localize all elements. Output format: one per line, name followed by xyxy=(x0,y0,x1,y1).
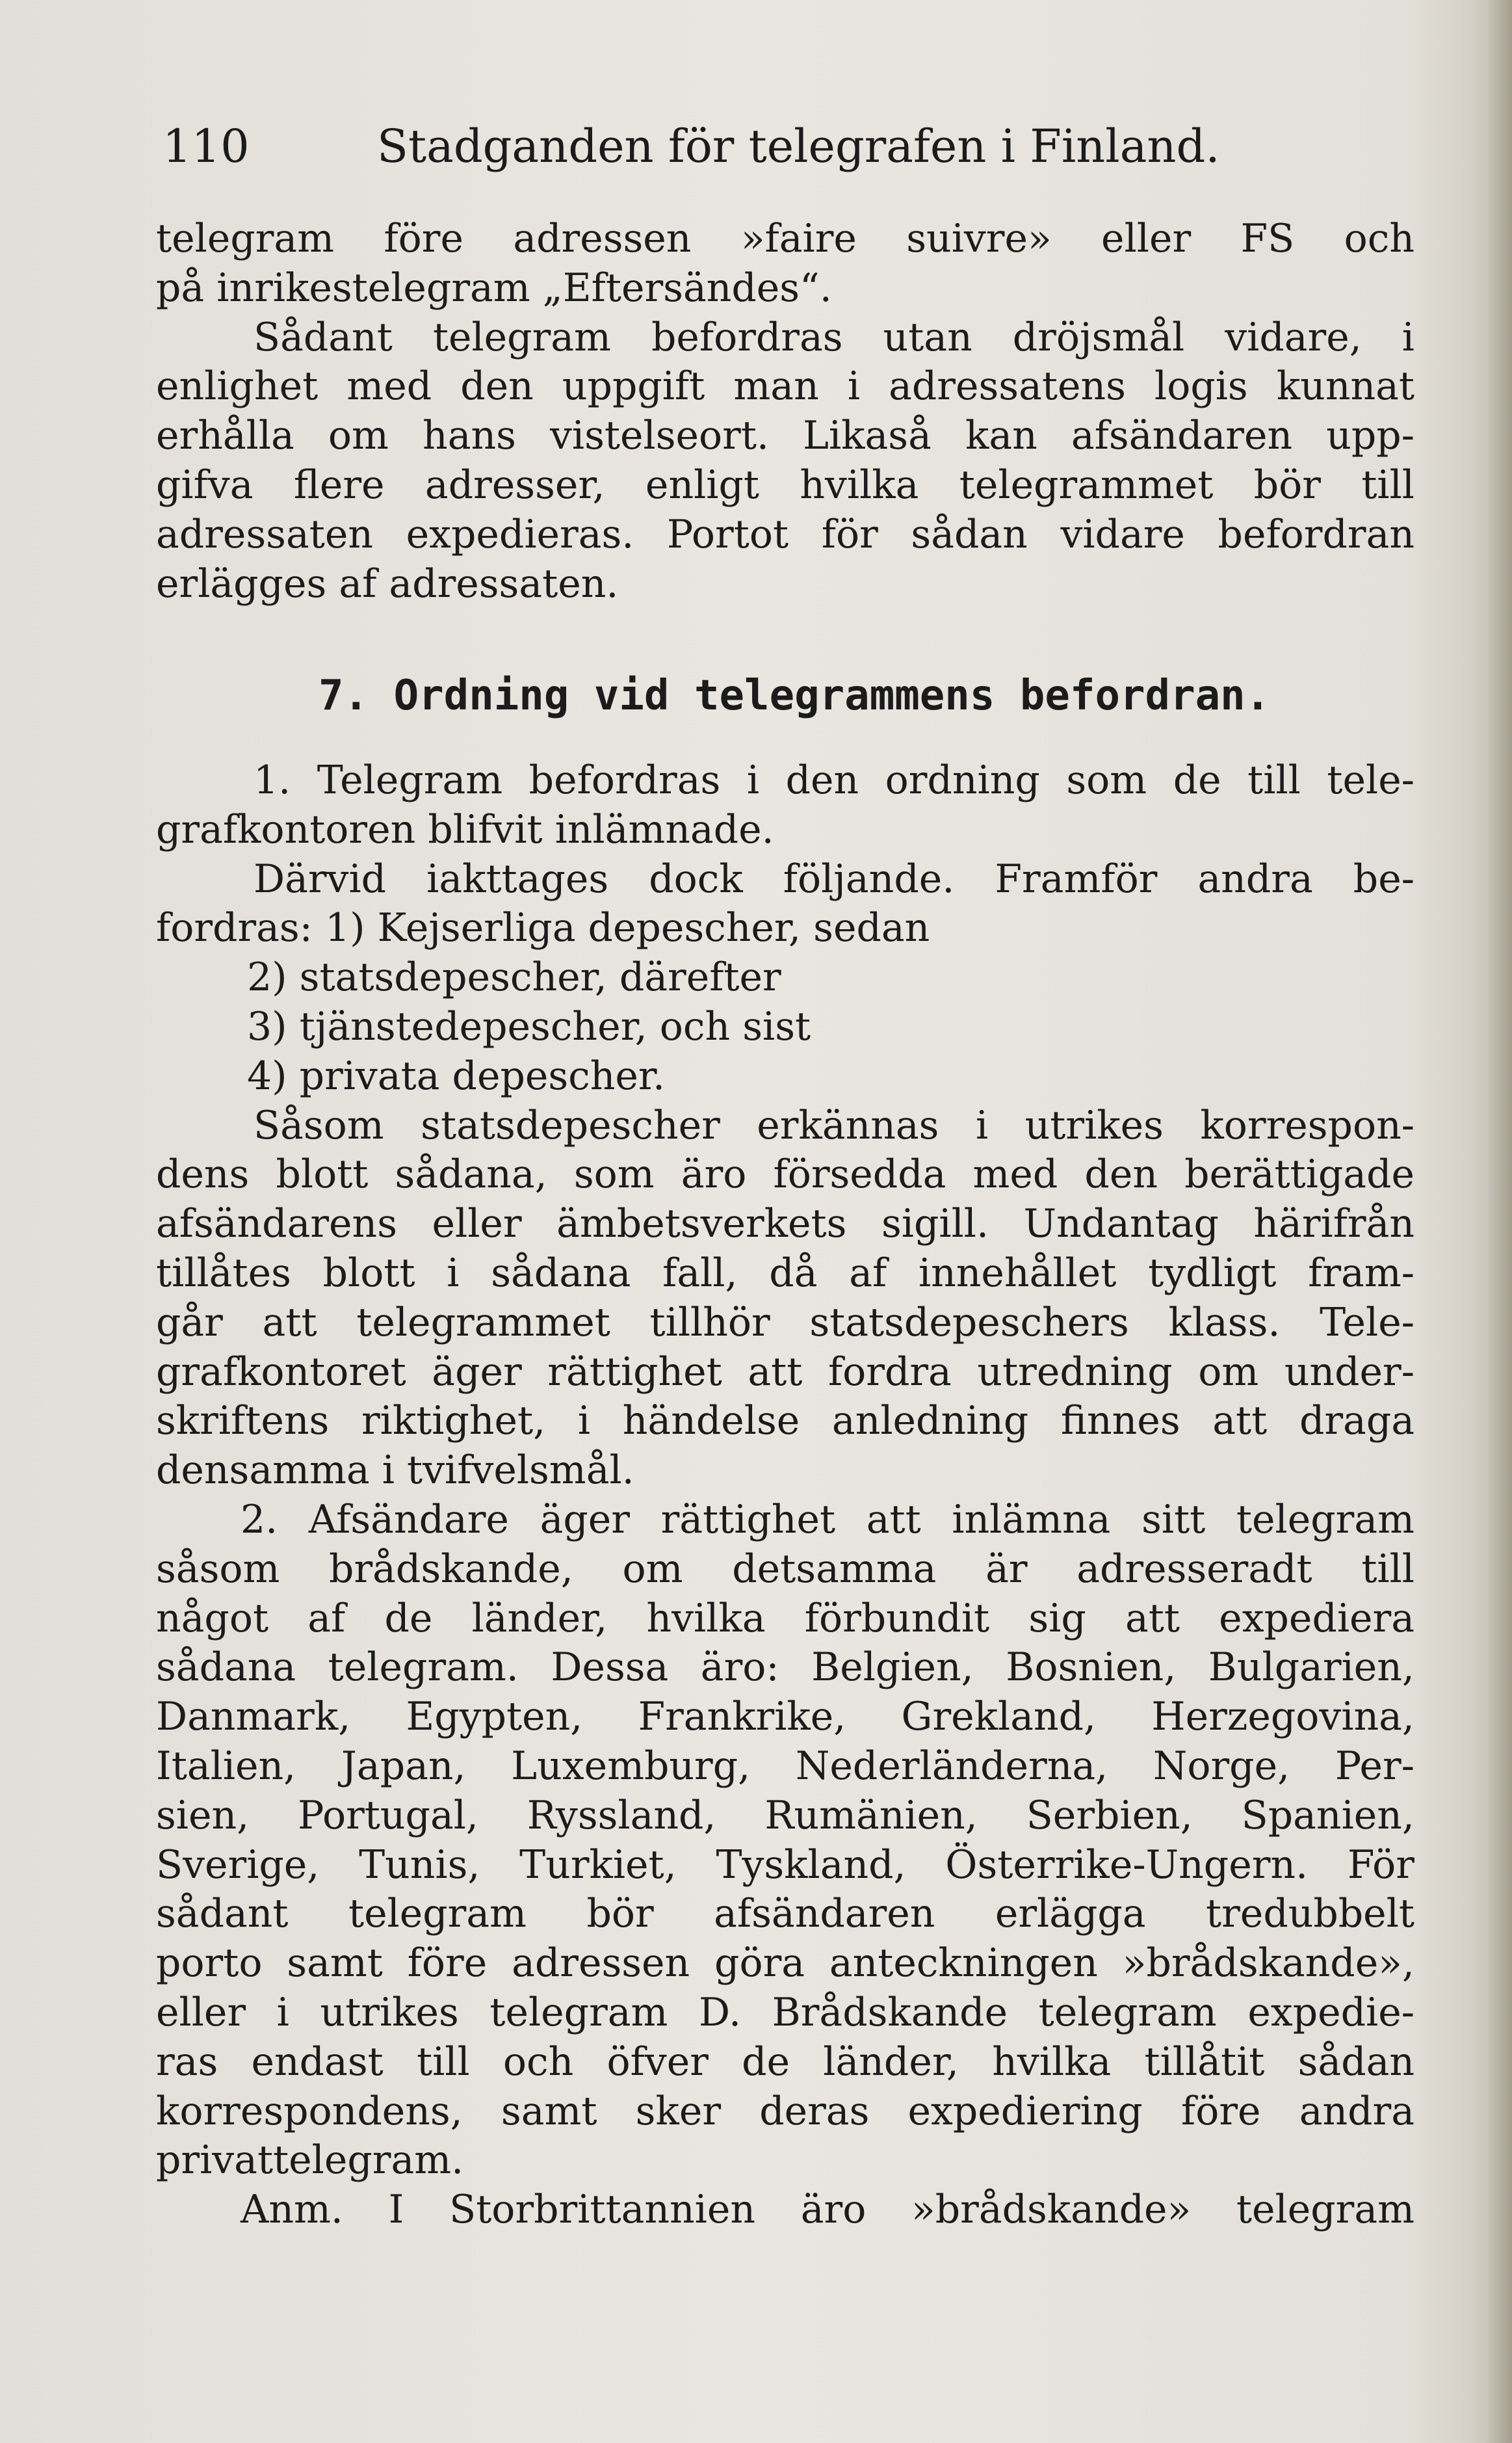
text-line: ras endast till och öfver de länder, hvilka tillåtit sådan xyxy=(156,2039,1414,2085)
text-line: korrespondens, samt sker deras expediering före andra xyxy=(156,2088,1414,2134)
text-line: densamma i tvifvelsmål. xyxy=(156,1447,634,1494)
text-line: grafkontoren blifvit inlämnade. xyxy=(156,806,774,852)
text-line: Såsom statsdepescher erkännas i utrikes korrespon- xyxy=(254,1102,1414,1148)
text-line: något af de länder, hvilka förbundit sig att expediera xyxy=(156,1595,1414,1641)
text-line: sien, Portugal, Ryssland, Rumänien, Serbien, Spanien, xyxy=(156,1792,1414,1838)
text-line: fordras: 1) Kejserliga depescher, sedan xyxy=(156,905,930,951)
text-line: adressaten expedieras. Portot för sådan vidare befordran xyxy=(156,511,1414,557)
text-line: Sådant telegram befordras utan dröjsmål vidare, i xyxy=(254,314,1414,360)
text-line: porto samt före adressen göra anteckningen »brådskande», xyxy=(156,1940,1414,1987)
text-line: sådana telegram. Dessa äro: Belgien, Bosnien, Bulgarien, xyxy=(156,1644,1414,1691)
text-line: såsom brådskande, om detsamma är adresseradt till xyxy=(156,1546,1414,1592)
text-line: Anm. I Storbrittannien äro »brådskande» telegram xyxy=(241,2187,1414,2233)
text-line: telegram före adressen »faire suivre» eller FS och xyxy=(156,216,1414,261)
text-line: sådant telegram bör afsändaren erlägga tredubbelt xyxy=(156,1891,1414,1937)
page-number: 110 xyxy=(163,120,250,173)
paragraph-block-continuation xyxy=(156,215,1414,609)
text-line: enlighet med den uppgift man i adressatens logis kunnat xyxy=(156,363,1414,410)
text-line: 2) statsdepescher, därefter xyxy=(247,955,781,1001)
paragraph-block-section-7 xyxy=(156,756,1414,2235)
text-line: 2. Afsändare äger rättighet att inlämna sitt telegram xyxy=(241,1496,1414,1542)
text-line: tillåtes blott i sådana fall, då af innehållet tydligt fram- xyxy=(156,1250,1414,1296)
text-line: på inrikestelegram „Eftersändes“. xyxy=(156,265,832,311)
text-line: Sverige, Tunis, Turkiet, Tyskland, Österrike-Ungern. För xyxy=(156,1842,1414,1888)
text-line: afsändarens eller ämbetsverkets sigill. Undantag härifrån xyxy=(156,1201,1414,1247)
text-line: eller i utrikes telegram D. Brådskande telegram expedie- xyxy=(156,1989,1414,2035)
text-line: Italien, Japan, Luxemburg, Nederländerna, Norge, Per- xyxy=(156,1743,1414,1789)
text-line: skriftens riktighet, i händelse anledning finnes att draga xyxy=(156,1398,1414,1444)
text-line: privattelegram. xyxy=(156,2137,464,2184)
text-line: Därvid iakttages dock följande. Framför andra be- xyxy=(254,856,1414,902)
text-line: erhålla om hans vistelseort. Likaså kan afsändaren upp- xyxy=(156,413,1414,459)
running-header xyxy=(163,117,1398,176)
running-title: Stadganden för telegrafen i Finland. xyxy=(377,120,1220,173)
text-line: Danmark, Egypten, Frankrike, Grekland, Herzegovina, xyxy=(156,1694,1414,1740)
text-line: erlägges af adressaten. xyxy=(156,561,619,607)
text-line: dens blott sådana, som äro försedda med den berättigade xyxy=(156,1152,1414,1198)
section-heading: 7. Ordning vid telegrammens befordran. xyxy=(319,672,1271,720)
text-line: 1. Telegram befordras i den ordning som de till tele- xyxy=(254,758,1414,803)
text-line: 4) privata depescher. xyxy=(247,1053,666,1099)
text-line: går att telegrammet tillhör statsdepeschers klass. Tele- xyxy=(156,1299,1414,1345)
page-edge-shadow xyxy=(1486,0,1512,2443)
text-line: gifva flere adresser, enligt hvilka telegrammet bör till xyxy=(156,462,1414,508)
text-line: grafkontoret äger rättighet att fordra utredning om under- xyxy=(156,1349,1414,1395)
text-line: 3) tjänstedepescher, och sist xyxy=(247,1003,811,1050)
